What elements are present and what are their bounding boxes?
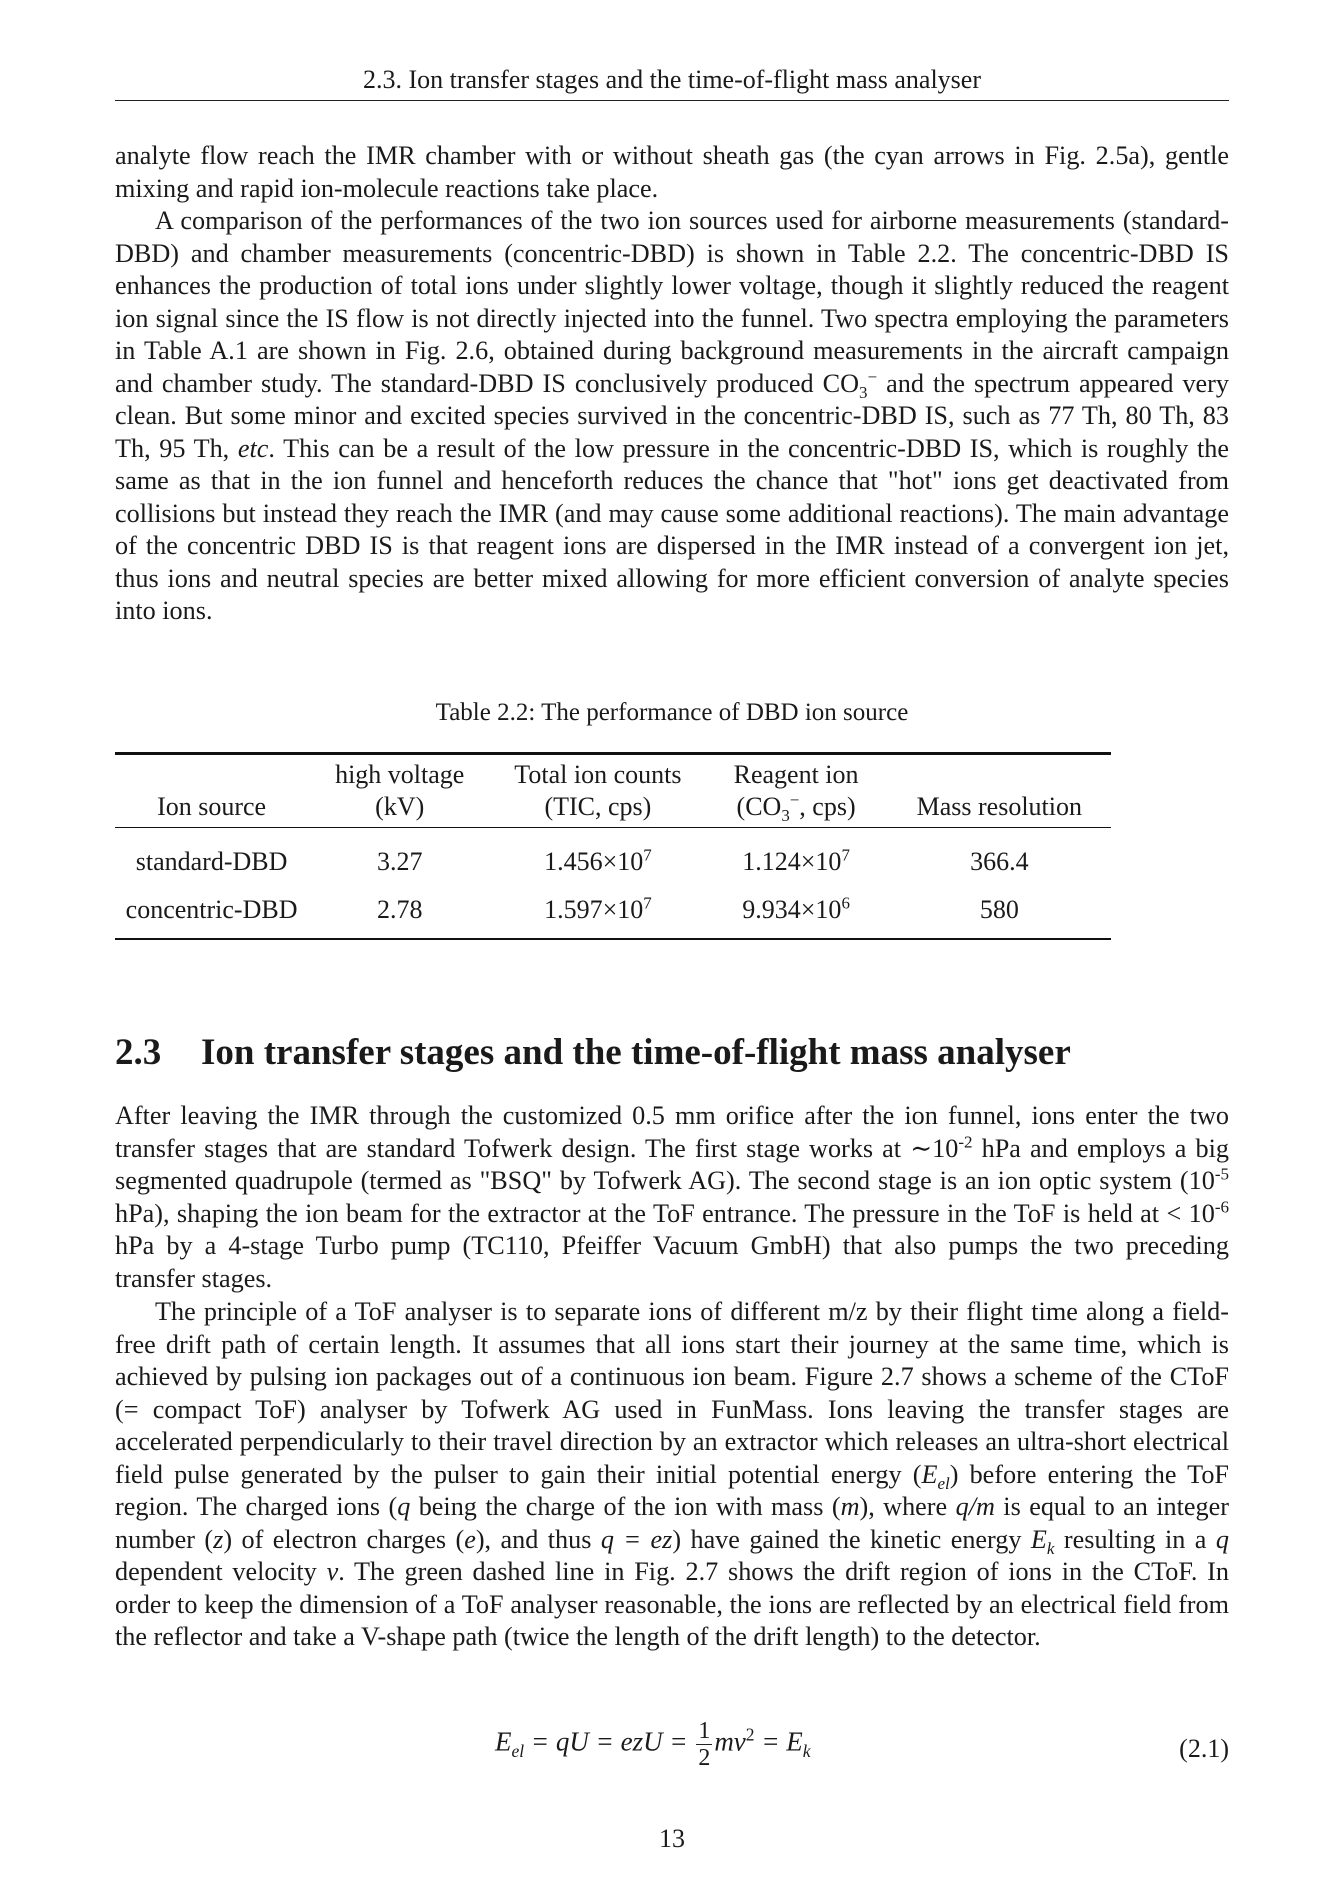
- equation-2-1: [115, 1706, 1229, 1786]
- equation-number: (2.1): [1179, 1734, 1229, 1763]
- section-heading: [115, 1028, 1229, 1078]
- paragraph-2-text-c: . This can be a result of the low pressure in the concentric-DBD IS, which is roughly the same as that in the ion funnel and henceforth reduces the chance that "hot" ions get deactivated from collisions but instead they reach the IMR (and may cause some additional reactions). The main advantage of the concentric DBD IS is that reagent ions are dispersed in the IMR instead of a convergent ion jet, thus ions and neutral species are better mixed allowing for more efficient conversion of analyte species into ions.: [115, 433, 1229, 625]
- fraction-one-half: $\frac{1}{2}$: [698, 1718, 711, 1771]
- cell-tic: $1.597\times 10^7$: [544, 893, 652, 924]
- paragraph-2: [115, 205, 1229, 628]
- equation-body: $E_{el}$ = qU = ezU = $\frac{1}{2}$ $mv^2 = E_k$: [495, 1718, 811, 1771]
- cell-reagent: $9.934\times 10^6$: [742, 893, 850, 924]
- paragraph-3: After leaving the IMR through the customized 0.5 mm orifice after the ion funnel, ions enter the two transfer stages that are standard Tofwerk design. The first stage works at $\sim 10^{-2}$ hPa and employs a big segmented quadrupole (termed as "BSQ" by Tofwerk AG). The second stage is an ion optic system ($10^{-5}$ hPa), shaping the ion beam for the extractor at the ToF entrance. The pressure in the ToF is held at < $10^{-6}$ hPa by a 4-stage Turbo pump (TC110, Pfeiffer Vacuum GmbH) that also pumps the two preceding transfer stages.: [115, 1101, 1230, 1293]
- cell-resolution: 366.4: [970, 847, 1029, 876]
- table-row: [115, 828, 1111, 887]
- cell-source: concentric-DBD: [125, 895, 298, 924]
- performance-table: [115, 752, 1111, 940]
- cell-voltage: 2.78: [376, 895, 423, 924]
- cell-tic: $1.456\times 10^7$: [544, 845, 652, 876]
- paragraph-1: [115, 140, 1229, 205]
- section-number: 2.3: [115, 1032, 162, 1073]
- header-total-ion-counts: Total ion counts (TIC, cps): [514, 760, 682, 821]
- performance-table-wrap: [115, 752, 1111, 940]
- co3-subscript: 3: [859, 382, 868, 402]
- table-header-row: [115, 754, 1111, 828]
- paragraph-2-text-b: and the spectrum appeared very clean. But some minor and excited species survived in the concentric-DBD IS, such as 77 Th, 80 Th, 83 Th, 95 Th,: [115, 368, 1229, 463]
- etc-italic: etc: [237, 433, 269, 463]
- cell-reagent: $1.124\times 10^7$: [742, 845, 850, 876]
- header-reagent-ion: Reagent ion ($CO_3^-$, cps): [733, 760, 859, 826]
- running-header: 2.3. Ion transfer stages and the time-of-flight mass analyser: [115, 60, 1229, 101]
- header-ion-source: Ion source: [157, 792, 267, 821]
- table-row: [115, 886, 1111, 939]
- page-number: 13: [659, 1824, 685, 1853]
- cell-voltage: 3.27: [376, 847, 423, 876]
- section-title-text: Ion transfer stages and the time-of-flight mass analyser: [201, 1032, 1071, 1073]
- table-caption: Table 2.2: The performance of DBD ion source: [435, 699, 909, 726]
- paper-page: [115, 0, 1229, 1890]
- paragraph-1-text: analyte flow reach the IMR chamber with or without sheath gas (the cyan arrows in Fig. 2.5a), gentle mixing and rapid ion-molecule reactions take place.: [115, 141, 1229, 203]
- cell-resolution: 580: [979, 895, 1019, 924]
- paragraph-2-text-a: A comparison of the performances of the two ion sources used for airborne measurements (standard-DBD) and chamber measurements (concentric-DBD) is shown in Table 2.2. The concentric-DBD IS enhances the production of total ions under slightly lower voltage, though it slightly reduced the reagent ion signal since the IS flow is not directly injected into the funnel. Two spectra employing the parameters in Table A.1 are shown in Fig. 2.6, obtained during background measurements in the aircraft campaign and chamber study. The standard-DBD IS conclusively produced CO: [115, 206, 1229, 398]
- co3-charge: −: [867, 366, 878, 386]
- paragraph-4: The principle of a ToF analyser is to separate ions of different m/z by their flight time along a field-free drift path of certain length. It assumes that all ions start their journey at the same time, which is achieved by pulsing ion packages out of a continuous ion beam. Figure 2.7 shows a scheme of the CToF (= compact ToF) analyser by Tofwerk AG used in FunMass. Ions leaving the transfer stages are accelerated perpendicularly to their travel direction by an extractor which releases an ultra-short electrical field pulse generated by the pulser to gain their initial potential energy $(E_{el})$ before entering the ToF region. The charged ions (q being the charge of the ion with mass (m), where q/m is equal to an integer number (z) of electron charges (e), and thus q = ez) have gained the kinetic energy $E_k$ resulting in a q dependent velocity v. The green dashed line in Fig. 2.7 shows the drift region of ions in the CToF. In order to keep the dimension of a ToF analyser reasonable, the ions are reflected by an electrical field from the reflector and take a V-shape path (twice the length of the drift length) to the detector.: [115, 1297, 1229, 1651]
- cell-source: standard-DBD: [135, 847, 288, 876]
- header-high-voltage: high voltage (kV): [335, 760, 465, 821]
- header-mass-resolution: Mass resolution: [916, 792, 1082, 821]
